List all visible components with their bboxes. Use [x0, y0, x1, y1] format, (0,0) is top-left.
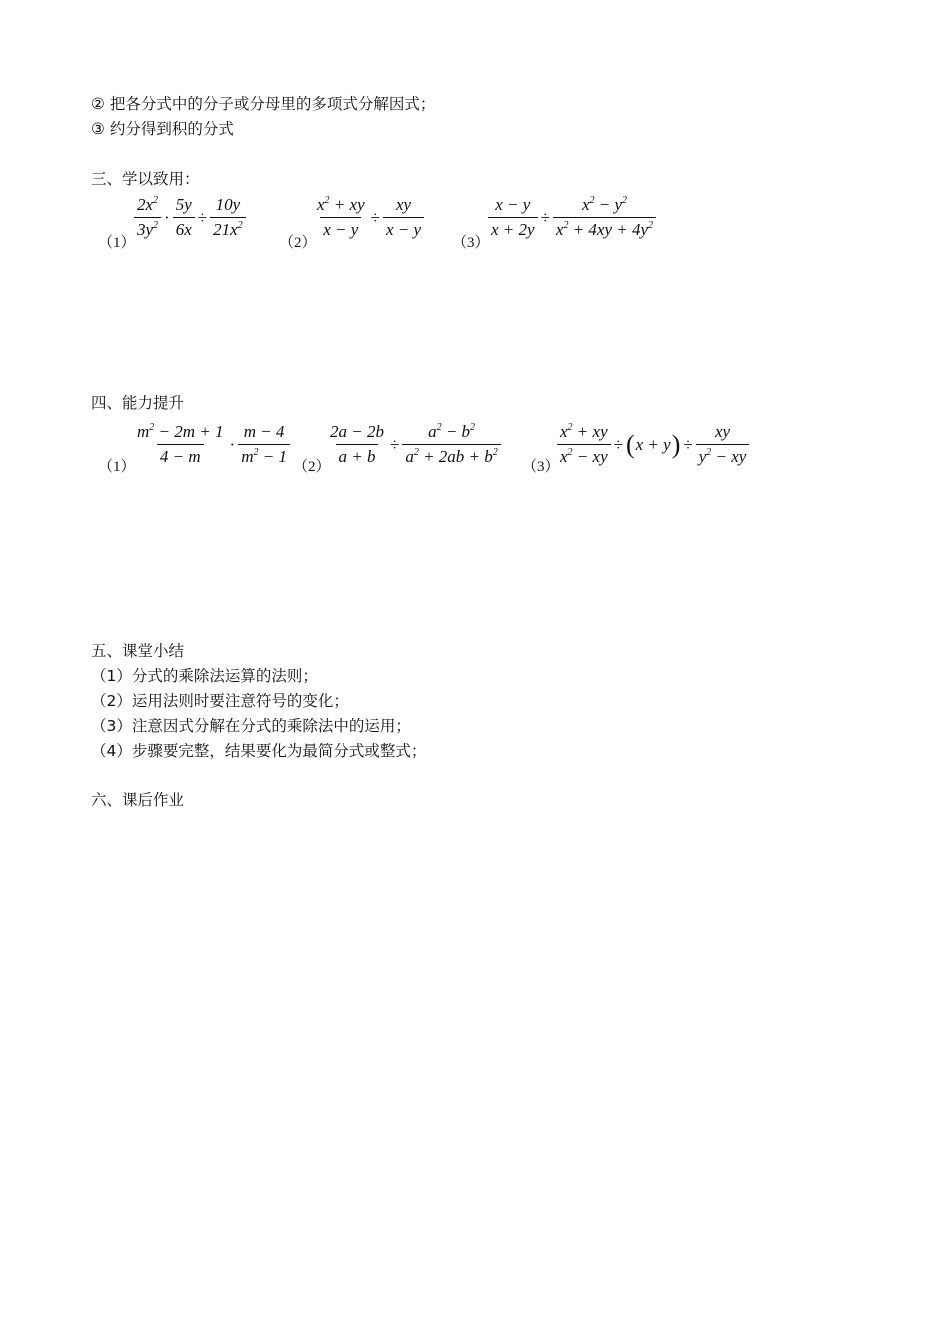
formula-4-2: $\frac{2a - 2b}{a + b}$ ÷ $\frac{a^2 - b^2}{a^2 + 2ab + b^2}$: [326, 422, 502, 467]
problem-label: （1）: [98, 459, 136, 475]
section-3-heading: 三、学以致用：: [91, 170, 200, 188]
formula-4-1: $\frac{m^2 - 2m + 1}{4 - m}$ · $\frac{m - 4}{m^2 - 1}$: [133, 422, 291, 467]
section-4-heading: 四、能力提升: [91, 394, 185, 412]
formula-4-3: $\frac{x^2 + xy}{x^2 - xy}$ ÷ ( x + y ) ÷ $\frac{xy}{y^2 - xy}$: [556, 422, 750, 467]
summary-item-1: （1）分式的乘除法运算的法则；: [91, 667, 318, 685]
problem-label: （3）: [522, 459, 560, 475]
summary-item-3: （3）注意因式分解在分式的乘除法中的运用；: [91, 717, 411, 735]
summary-item-4: （4）步骤要完整，结果要化为最简分式或整式；: [91, 742, 427, 760]
problem-label: （2）: [293, 459, 331, 475]
problem-label: （2）: [279, 235, 317, 251]
section-6-heading: 六、课后作业: [91, 791, 185, 809]
formula-3-2: $\frac{x^2 + xy}{x - y}$ ÷ $\frac{xy}{x - y}$: [313, 195, 425, 240]
formula-3-3: $\frac{x - y}{x + 2y}$ ÷ $\frac{x^2 - y^2}{x^2 + 4xy + 4y^2}$: [487, 195, 657, 240]
summary-item-2: （2）运用法则时要注意符号的变化；: [91, 692, 349, 710]
intro-step-2: ② 把各分式中的分子或分母里的多项式分解因式；: [91, 95, 436, 113]
section-5-heading: 五、课堂小结: [91, 642, 185, 660]
problem-label: （1）: [98, 235, 136, 251]
problem-label: （3）: [452, 235, 490, 251]
intro-step-3: ③ 约分得到积的分式: [91, 120, 234, 138]
formula-3-1: $\frac{2x^2}{3y^2}$ · $\frac{5y}{6x}$ ÷ $\frac{10y}{21x^2}$: [133, 195, 247, 240]
